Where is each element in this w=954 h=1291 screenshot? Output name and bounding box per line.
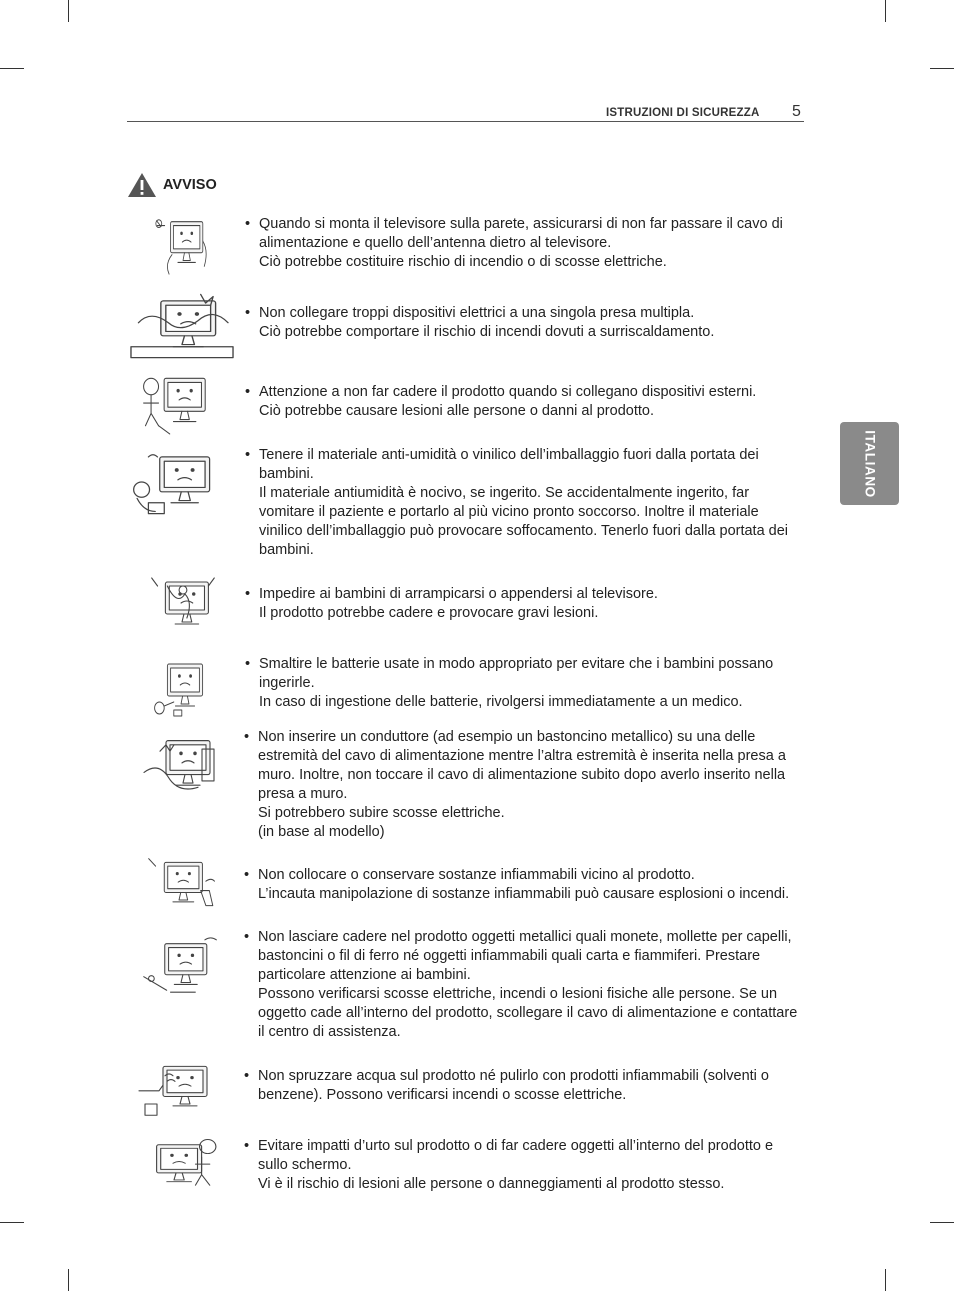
battery-disposal-illustration bbox=[145, 654, 217, 720]
page-number: 5 bbox=[792, 103, 801, 120]
safety-item-text: Smaltire le batterie usate in modo appropriato per evitare che i bambini possano ingerirle. In caso di ingestione delle batterie, rivolgersi immediatamente a un medico. bbox=[259, 656, 774, 710]
ball-impact-illustration bbox=[128, 1136, 220, 1194]
safety-item-text: Non inserire un conduttore (ad esempio un bastoncino metallico) su una delle estremità del cavo di alimentazione mentre l’altra estremità è inserita nella presa a muro. Inoltre, non toccare il cavo di alimentazione subito dopo averlo inserito nella presa a muro. Si potrebbero subire scosse elettriche. (in base al modello) bbox=[258, 729, 786, 840]
tv-falling-illustration bbox=[138, 368, 222, 436]
bullet-marker: • bbox=[245, 447, 251, 463]
crop-mark bbox=[885, 0, 886, 22]
safety-item-text: Non collegare troppi dispositivi elettrici a una singola presa multipla. Ciò potrebbe comportare il rischio di incendi dovuti a surriscaldamento. bbox=[259, 305, 715, 340]
bullet-marker: • bbox=[244, 729, 250, 745]
section-title: ISTRUZIONI DI SICUREZZA bbox=[606, 107, 760, 119]
warning-triangle-icon bbox=[127, 172, 157, 198]
safety-item-text: Attenzione a non far cadere il prodotto quando si collegano dispositivi esterni. Ciò potrebbe causare lesioni alle persone o danni al prodotto. bbox=[259, 384, 757, 419]
tv-wall-mount-cable-illustration bbox=[150, 212, 216, 276]
bullet-marker: • bbox=[245, 305, 251, 321]
child-climbing-tv-illustration bbox=[138, 572, 226, 638]
language-tab bbox=[840, 422, 899, 505]
bullet-marker: • bbox=[244, 1138, 250, 1154]
safety-item-text: Impedire ai bambini di arrampicarsi o appendersi al televisore. Il prodotto potrebbe cadere e provocare gravi lesioni. bbox=[259, 586, 658, 621]
metal-conductor-plug-illustration bbox=[138, 730, 228, 800]
safety-item-text: Tenere il materiale anti-umidità o vinilico dell’imballaggio fuori dalla portata dei bambini. Il materiale antiumidità è nocivo, se ingerito. Se accidentalmente ingerito, far vomitare il paziente e portarlo al più vicino pronto soccorso. Inoltre il materiale vinilico dell’imballaggio può provocare soffocamento. Tenerlo fuori dalla portata dei bambini. bbox=[259, 447, 789, 558]
water-spray-illustration bbox=[135, 1057, 225, 1119]
flammable-substances-illustration bbox=[140, 853, 218, 915]
safety-item-text: Evitare impatti d’urto sul prodotto o di far cadere oggetti all’interno del prodotto e sullo schermo. Vi è il rischio di lesioni alle persone o danneggiamenti al prodotto stesso. bbox=[258, 1138, 774, 1192]
language-tab-label: ITALIANO bbox=[862, 429, 877, 498]
crop-mark bbox=[930, 68, 954, 69]
bullet-marker: • bbox=[245, 384, 251, 400]
safety-item-text: Non spruzzare acqua sul prodotto né pulirlo con prodotti infiammabili (solventi o benzene). Possono verificarsi incendi o scosse elettriche. bbox=[258, 1068, 769, 1103]
crop-mark bbox=[68, 1269, 69, 1291]
safety-item-text: Quando si monta il televisore sulla parete, assicurarsi di non far passare il cavo di alimentazione e quello dell’antenna dietro al televisore. Ciò potrebbe costituire rischio di incendio o di scosse elettriche. bbox=[259, 216, 783, 270]
warning-heading bbox=[127, 172, 217, 198]
bullet-marker: • bbox=[244, 929, 250, 945]
crop-mark bbox=[930, 1222, 954, 1223]
bullet-marker: • bbox=[245, 586, 251, 602]
bullet-marker: • bbox=[244, 867, 250, 883]
child-packaging-illustration bbox=[128, 446, 230, 518]
bullet-marker: • bbox=[245, 656, 251, 672]
bullet-marker: • bbox=[244, 1068, 250, 1084]
crop-mark bbox=[68, 0, 69, 22]
crop-mark bbox=[0, 68, 24, 69]
safety-item-text: Non collocare o conservare sostanze infiammabili vicino al prodotto. L’incauta manipolazione di sostanze infiammabili può causare esplosioni o incendi. bbox=[258, 867, 790, 902]
metal-objects-falling-illustration bbox=[138, 934, 224, 998]
safety-item-text: Non lasciare cadere nel prodotto oggetti metallici quali monete, mollette per capelli, bastoncini o fil di ferro né oggetti infiammabili quali carta e fiammiferi. Prestare particolare attenzione ai bambini. Possono verificarsi scosse elettriche, incendi o lesioni fisiche alle persone. Se un oggetto cade all’interno del prodotto, scollegare il cavo di alimentazione e contattare il centro di assistenza. bbox=[258, 929, 798, 1040]
warning-label: AVVISO bbox=[163, 177, 217, 193]
bullet-marker: • bbox=[245, 216, 251, 232]
crop-mark bbox=[885, 1269, 886, 1291]
crop-mark bbox=[0, 1222, 24, 1223]
header-divider bbox=[127, 121, 804, 122]
overloaded-power-strip-illustration bbox=[126, 290, 238, 362]
